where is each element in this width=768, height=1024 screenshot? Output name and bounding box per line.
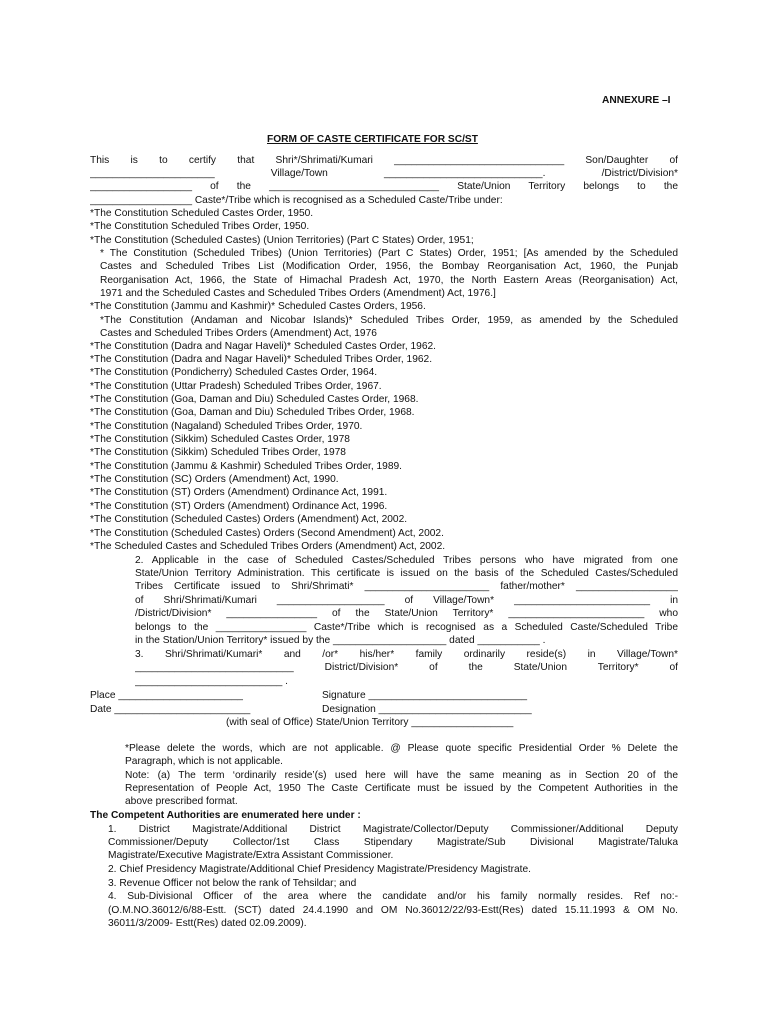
note-line: *Please delete the words, which are not applicable. @ Please quote specific Presidential Order % Delete the [125,743,678,754]
authority-item: (O.M.NO.36012/6/88-Estt. (SCT) dated 24.4.1990 and OM No.36012/22/93-Estt(Res) dated 15.11.1993 & OM No. [108,905,678,916]
order-item: *The Constitution (ST) Orders (Amendment) Ordinance Act, 1996. [90,501,388,512]
authority-item: 3. Revenue Officer not below the rank of Tehsildar; and [108,878,357,889]
order-item: *The Constitution (Jammu & Kashmir) Scheduled Tribes Order, 1989. [90,461,402,472]
order-item: *The Constitution (Goa, Daman and Diu) Scheduled Tribes Order, 1968. [90,407,415,418]
order-item: *The Constitution (SC) Orders (Amendment) Act, 1990. [90,474,339,485]
order-item: *The Constitution (Uttar Pradesh) Scheduled Tribes Order, 1967. [90,381,382,392]
authority-item: Commissioner/Deputy Collector/1st Class Stipendary Magistrate/Sub Divisional Magistrate/Taluka [108,837,678,848]
intro-line: ______________________ Village/Town ____________________________. /District/Division* [90,168,678,179]
authority-item: 1. District Magistrate/Additional District Magistrate/Collector/Deputy Commissioner/Additional Deputy [108,824,678,835]
para2-line: of Shri/Shrimati/Kumari ___________________ of Village/Town* ________________________ in [135,595,678,606]
para3-line: ____________________________ District/Division* of the State/Union Territory* of [135,662,678,673]
authority-item: Magistrate/Executive Magistrate/Extra Assistant Commissioner. [108,850,394,861]
order-item: *The Constitution (Goa, Daman and Diu) Scheduled Castes Order, 1968. [90,394,419,405]
order-item: *The Constitution (Dadra and Nagar Haveli)* Scheduled Castes Order, 1962. [90,341,436,352]
order-item: *The Constitution Scheduled Castes Order, 1950. [90,208,314,219]
order-item: *The Constitution (Pondicherry) Scheduled Castes Order, 1964. [90,367,378,378]
para2-line: 2. Applicable in the case of Scheduled Castes/Scheduled Tribes persons who have migrated from one [135,555,678,566]
designation-field: Designation ___________________________ [322,704,532,715]
annexure-label: ANNEXURE –I [602,95,671,106]
signature-field: Signature ____________________________ [322,690,528,701]
intro-line: __________________ Caste*/Tribe which is recognised as a Scheduled Caste/Tribe under: [90,195,503,206]
order-item: *The Constitution (Dadra and Nagar Haveli)* Scheduled Tribes Order, 1962. [90,354,433,365]
intro-line: __________________ of the ______________________________ State/Union Territory belongs to the [90,181,678,192]
order-item: *The Constitution (Andaman and Nicobar Islands)* Scheduled Tribes Order, 1959, as amended by the Scheduled [100,315,678,326]
note-line: Representation of People Act, 1950 The Caste Certificate must be issued by the Competent Authorities in the [125,783,678,794]
authority-item: 36011/3/2009- Estt(Res) dated 02.09.2009). [108,918,307,929]
note-line: above prescribed format. [125,796,238,807]
order-item: Castes and Scheduled Tribes Orders (Amendment) Act, 1976 [100,328,377,339]
para2-line: in the Station/Union Territory* issued by the ____________________ dated ___________ . [135,635,546,646]
order-item: *The Constitution (Scheduled Castes) (Union Territories) (Part C States) Order, 1951; [90,235,474,246]
authorities-heading: The Competent Authorities are enumerated here under : [90,810,361,821]
para2-line: /District/Division* ________________ of the State/Union Territory* ________________________ who [135,608,678,619]
order-item: *The Constitution (Sikkim) Scheduled Castes Order, 1978 [90,434,350,445]
order-item: Castes and Scheduled Tribes List (Modification Order, 1956, the Bombay Reorganisation Act, 1960, the Punjab [100,261,678,272]
intro-line: This is to certify that Shri*/Shrimati/Kumari ______________________________ Son/Daughter of [90,155,678,166]
order-item: * The Constitution (Scheduled Tribes) (Union Territories) (Part C States) Order, 1951; [As amended by the Scheduled [100,248,678,259]
note-line: Note: (a) The term ‘ordinarily reside’(s) used here will have the same meaning as in Section 20 of the [125,770,678,781]
authority-item: 2. Chief Presidency Magistrate/Additional Chief Presidency Magistrate/Presidency Magistrate. [108,864,531,875]
para3-line: __________________________ . [135,676,288,687]
order-item: *The Constitution (Sikkim) Scheduled Tribes Order, 1978 [90,447,346,458]
para2-line: belongs to the ________________ Caste*/Tribe which is recognised as a Scheduled Caste/Scheduled Tribe [135,622,678,633]
order-item: *The Constitution (Jammu and Kashmir)* Scheduled Castes Orders, 1956. [90,301,426,312]
order-item: 1971 and the Scheduled Castes and Scheduled Tribes Orders (Amendment) Act, 1976.] [100,288,496,299]
authority-item: 4. Sub-Divisional Officer of the area where the candidate and/or his family normally resides. Ref no:- [108,891,678,902]
para2-line: State/Union Territory Administration. This certificate is issued on the basis of the Scheduled Castes/Scheduled [135,568,678,579]
place-field: Place ______________________ [90,690,243,701]
para3-line: 3. Shri/Shrimati/Kumari* and /or* his/her* family ordinarily reside(s) in Village/Town* [135,649,678,660]
order-item: *The Constitution (Scheduled Castes) Orders (Second Amendment) Act, 2002. [90,528,444,539]
form-title: FORM OF CASTE CERTIFICATE FOR SC/ST [267,134,478,145]
date-field: Date ________________________ [90,704,251,715]
order-item: *The Constitution (ST) Orders (Amendment) Ordinance Act, 1991. [90,487,388,498]
para2-line: Tribes Certificate issued to Shri/Shrimati* ______________________ father/mother* __________________ [135,581,678,592]
order-item: *The Constitution (Nagaland) Scheduled Tribes Order, 1970. [90,421,363,432]
order-item: Reorganisation Act, 1966, the State of Himachal Pradesh Act, 1970, the North Eastern Areas (Reorganisation) Act, [100,275,678,286]
order-item: *The Constitution (Scheduled Castes) Orders (Amendment) Act, 2002. [90,514,408,525]
seal-field: (with seal of Office) State/Union Territory __________________ [226,717,514,728]
order-item: *The Constitution Scheduled Tribes Order, 1950. [90,221,310,232]
note-line: Paragraph, which is not applicable. [125,756,284,767]
order-item: *The Scheduled Castes and Scheduled Tribes Orders (Amendment) Act, 2002. [90,541,446,552]
